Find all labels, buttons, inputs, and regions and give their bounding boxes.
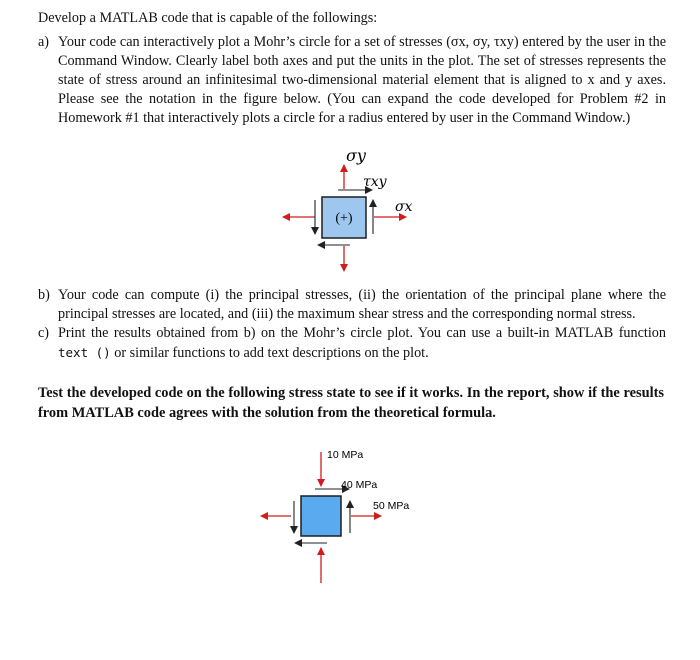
element-sign-label: (+) bbox=[335, 211, 353, 226]
item-a-text: Your code can interactively plot a Mohr’s circle for a set of stresses (σx, σy, τxy) entered by the user in the Command Window. Clearly label both axes and put the units in the plot. The set of stresses represents the state of stress around an infinitesimal two-dimensional material element that is aligned to x and y axes. Please see the notation in the figure below. (You can expand the code developed for Problem #2 in Homework #1 that interactively plots a circle for a radius entered by user in the Command Window.) bbox=[58, 34, 666, 126]
item-c-label: c) bbox=[38, 325, 50, 341]
given-tau-value: 40 MPa bbox=[341, 479, 378, 491]
item-a-label: a) bbox=[38, 34, 50, 50]
given-sigma-x-value: 50 MPa bbox=[373, 500, 410, 512]
tau-xy-label: τxy bbox=[363, 174, 387, 190]
item-c-text-after: or similar functions to add text descriptions on the plot. bbox=[114, 345, 429, 361]
item-b-text: Your code can compute (i) the principal stresses, (ii) the orientation of the principal plane where the principal stresses are located, and (iii) the maximum shear stress and the corresponding normal stress. bbox=[58, 287, 666, 322]
given-sigma-y-value: 10 MPa bbox=[327, 449, 364, 461]
sigma-x-label: σx bbox=[395, 199, 413, 215]
item-c-text-before: Print the results obtained from b) on the Mohr’s circle plot. You can use a built-in MATLAB function bbox=[58, 325, 666, 341]
item-b-label: b) bbox=[38, 287, 50, 303]
given-element-square bbox=[301, 496, 341, 536]
test-statement: Test the developed code on the following stress state to see if it works. In the report, show if the results from MATLAB code agrees with the solution from the theoretical formula. bbox=[38, 385, 664, 421]
intro-text: Develop a MATLAB code that is capable of the followings: bbox=[38, 10, 378, 26]
sigma-y-label: σy bbox=[346, 146, 366, 165]
item-c-code: text () bbox=[58, 345, 111, 360]
